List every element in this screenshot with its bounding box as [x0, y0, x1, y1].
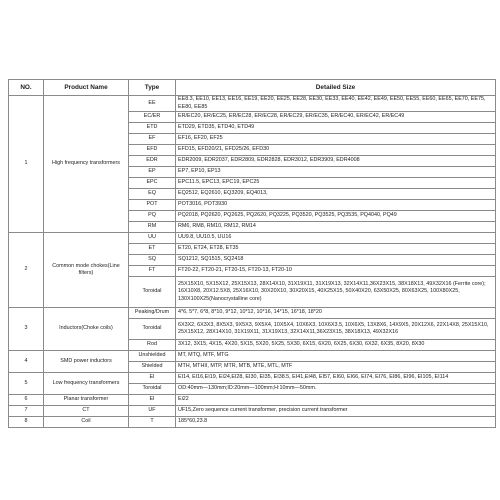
product-name: CT	[44, 406, 129, 417]
detail-cell: EF16, EF20, EF25	[176, 134, 496, 145]
group-number: 4	[9, 351, 44, 373]
group-number: 1	[9, 96, 44, 233]
detail-cell: MTH, MTHII, MTP, MTR, MTB, MTE, MTL, MTF	[176, 362, 496, 373]
type-cell: EC/ER	[129, 112, 176, 123]
detail-cell: 185*60,23.8	[176, 417, 496, 428]
product-name: SMD power inductors	[44, 351, 129, 373]
type-cell: Rod	[129, 340, 176, 351]
type-cell: EE	[129, 96, 176, 112]
detail-cell: ET20, ET24, ET28, ET35	[176, 244, 496, 255]
header-detailed-size: Detailed Size	[176, 80, 496, 96]
detail-cell: 25X15X10, 5X15X12, 25X15X13, 28X14X10, 31X19X11, 31X19X13, 32X14X11,36X23X15, 38X18X13, 49X32X16 (Ferrite core); 16X10X8, 20X12.5X8, 25X16X10, 30X20X10, 30X20X15, 40X25X15, 50X40X20, 63X50X25, 80X63X25, 100X80X25, 130X100X25(Nanocrystalline core)	[176, 277, 496, 308]
type-cell: ETD	[129, 123, 176, 134]
detail-cell: 3X12, 3X15, 4X15, 4X20, 5X15, 5X20, 5X25, 5X30, 6X15, 6X20, 6X25, 6X30, 6X32, 6X35, 8X20, 8X30	[176, 340, 496, 351]
type-cell: PQ	[129, 211, 176, 222]
type-cell: Toroidal	[129, 384, 176, 395]
detail-cell: ETD29, ETD35, ETD40, ETD49	[176, 123, 496, 134]
type-cell: UU	[129, 233, 176, 244]
detail-cell: UU9.8, UU10.5, UU16	[176, 233, 496, 244]
table-row	[9, 373, 496, 384]
type-cell: FT	[129, 266, 176, 277]
table-header-row	[9, 80, 496, 96]
type-cell: EDR	[129, 156, 176, 167]
type-cell: Toroidal	[129, 277, 176, 308]
product-name: High frequency transformers	[44, 96, 129, 233]
product-name: Inductors(Choke coils)	[44, 308, 129, 351]
type-cell: T	[129, 417, 176, 428]
type-cell: EFD	[129, 145, 176, 156]
product-name: Common mode chokes(Line filters)	[44, 233, 129, 308]
table-row	[9, 406, 496, 417]
header-type: Type	[129, 80, 176, 96]
type-cell: Shielded	[129, 362, 176, 373]
detail-cell: EQ2512, EQ2610, EQ3209, EQ4013,	[176, 189, 496, 200]
group-number: 5	[9, 373, 44, 395]
group-number: 6	[9, 395, 44, 406]
group-number: 2	[9, 233, 44, 308]
detail-cell: EDR2009, EDR2037, EDR2809, EDR2828, EDR3012, EDR3909, EDR4008	[176, 156, 496, 167]
product-size-table	[8, 79, 496, 428]
table-row	[9, 308, 496, 319]
type-cell: RM	[129, 222, 176, 233]
header-product-name: Product Name	[44, 80, 129, 96]
detail-cell: ER/EC20, ER/EC25, ER/EC28, ER/EC28, ER/EC29, ER/EC35, ER/EC40, ER/EC42, ER/EC49	[176, 112, 496, 123]
type-cell: UF	[129, 406, 176, 417]
type-cell: SQ	[129, 255, 176, 266]
product-name: Planar transformer	[44, 395, 129, 406]
detail-cell: 6X3X2, 6X3X3, 8X5X3, 9X5X3, 9X5X4, 10X5X4, 10X6X3, 10X6X3.5, 10X6X5, 13X8X6, 14X9X5, 20X12X6, 22X14X8, 25X15X10, 25X15X12, 28X14X10, 31X19X11, 31X19X13, 32X14X11,36X23X15, 38X18X13, 49X32X16	[176, 319, 496, 340]
detail-cell: Ei22	[176, 395, 496, 406]
group-number: 8	[9, 417, 44, 428]
table-row	[9, 96, 496, 112]
type-cell: Toroidal	[129, 319, 176, 340]
group-number: 3	[9, 308, 44, 351]
type-cell: Peaking/Drum	[129, 308, 176, 319]
detail-cell: EPC11.5, EPC13, EPC19, EPC25	[176, 178, 496, 189]
type-cell: ET	[129, 244, 176, 255]
type-cell: EF	[129, 134, 176, 145]
product-name: Coil	[44, 417, 129, 428]
detail-cell: EFD15, EFD20/21, EFD25/26, EFD30	[176, 145, 496, 156]
detail-cell: UF15,Zero sequence current transformer, precision current transformer	[176, 406, 496, 417]
group-number: 7	[9, 406, 44, 417]
detail-cell: POT3016, POT3930	[176, 200, 496, 211]
detail-cell: SQ1212, SQ1515, SQ2418	[176, 255, 496, 266]
type-cell: EI	[129, 373, 176, 384]
table-row	[9, 351, 496, 362]
type-cell: EQ	[129, 189, 176, 200]
detail-cell: RM6, RM8, RM10, RM12, RM14	[176, 222, 496, 233]
detail-cell: PQ2018, PQ2620, PQ2625, PQ2620, PQ3225, PQ3520, PQ3525, PQ3535, PQ4040, PQ49	[176, 211, 496, 222]
type-cell: EI	[129, 395, 176, 406]
table-row	[9, 395, 496, 406]
detail-cell: EP7, EP10, EP13	[176, 167, 496, 178]
detail-cell: OD:40mm—130mm;ID:20mm—100mm;H:10mm—50mm.	[176, 384, 496, 395]
header-no: NO.	[9, 80, 44, 96]
detail-cell: FT20-22, FT20-21, FT20-15, FT20-13, FT20-10	[176, 266, 496, 277]
type-cell: POT	[129, 200, 176, 211]
detail-cell: EI14, EI16,EI19, EI24,EI28, EI30, EI35, EI38.5, EI41,EI48, EI57, EI60, EI66, EI74, EI76, EI86, EI96, EI105, EI114	[176, 373, 496, 384]
detail-cell: EE8.3, EE10, EE13, EE16, EE19, EE20, EE25, EE28, EE30, EE33, EE40, EE42, EE49, EE50, EE55, EE60, EE65, EE70, EE75, EE80, EE85	[176, 96, 496, 112]
detail-cell: 4*6, 5*7, 6*8, 8*10, 9*12, 10*12, 10*16, 14*15, 16*18, 18*20	[176, 308, 496, 319]
detail-cell: MT, MTQ, MTF, MTG	[176, 351, 496, 362]
type-cell: Unshielded	[129, 351, 176, 362]
table-row	[9, 417, 496, 428]
type-cell: EPC	[129, 178, 176, 189]
product-name: Low frequency transformers	[44, 373, 129, 395]
table-row	[9, 233, 496, 244]
type-cell: EP	[129, 167, 176, 178]
